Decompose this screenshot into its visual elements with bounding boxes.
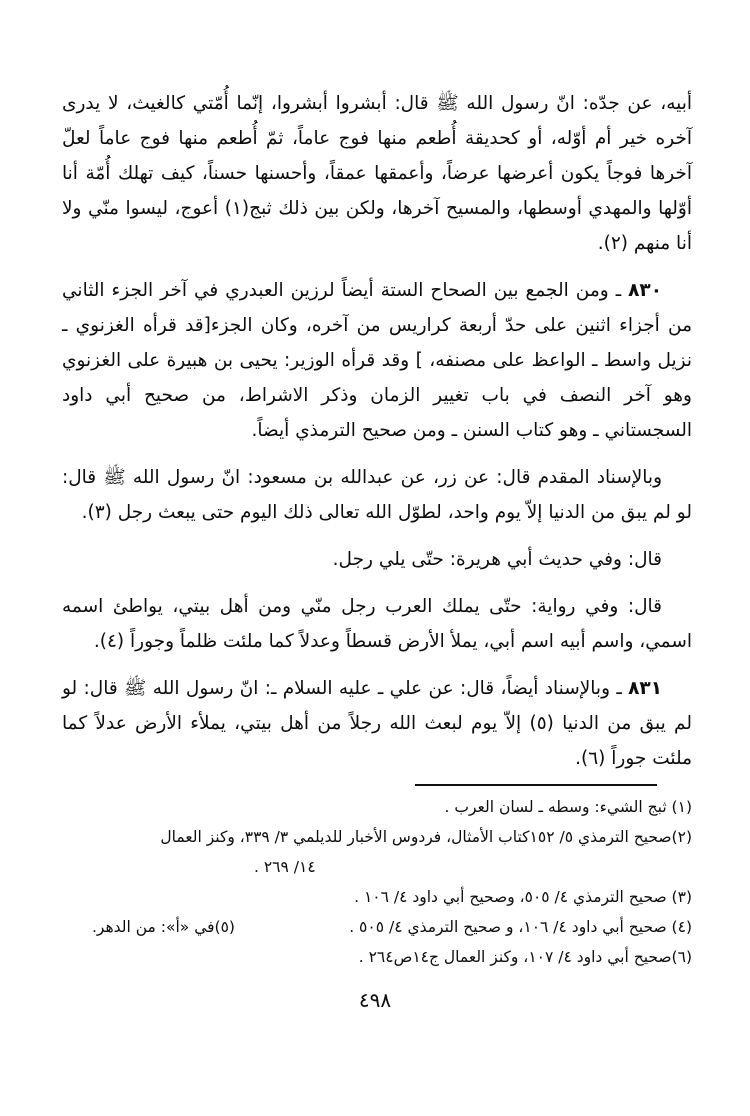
paragraph xyxy=(62,542,692,577)
paragraph xyxy=(62,273,692,448)
footnote-2: (٢)صحيح الترمذي ٥/ ١٥٢كتاب الأمثال، فردوس الأخبار للديلمي ٣/ ٣٣٩، وكنز العمال xyxy=(160,828,692,846)
body-text xyxy=(62,86,692,788)
footnote-1: (١) ثبج الشيء: وسطه ـ لسان العرب . xyxy=(444,798,692,816)
paragraph-text: ـ وبالإسناد أيضاً، قال: عن علي ـ عليه السلام ـ: انّ رسول الله ﷺ قال: لو لم يبق من الدنيا (٥) إلاّ يوم لبعث الله رجلاً من أهل بيتي، يملأء الأرض عدلاً كما ملئت جوراً (٦). xyxy=(62,678,692,769)
paragraph xyxy=(62,671,692,776)
footnote-separator xyxy=(415,784,657,786)
footnote-3: (٣) صحيح الترمذي ٤/ ٥٠٥، وصحيح أبي داود ٤/ ١٠٦ . xyxy=(354,888,692,906)
footnote-6: (٦)صحيح أبي داود ٤/ ١٠٧، وكنز العمال ج١٤ص٢٦٤ . xyxy=(358,948,692,966)
footnote-4: (٤) صحيح أبي داود ٤/ ١٠٦، و صحيح الترمذي ٤/ ٥٠٥ . xyxy=(349,918,692,936)
paragraph-text: قال: وفي رواية: حتّى يملك العرب رجل منّي ومن أهل بيتي، يواطئ اسمه اسمي، واسم أبيه اسم أبي، يملأ الأرض قسطاً وعدلاً كما ملئت ظلماً وجوراً (٤). xyxy=(62,596,692,652)
paragraph-text: أبيه، عن جدّه: انّ رسول الله ﷺ قال: أبشروا أبشروا، إنّما أُمّتي كالغيث، لا يدرى آخره خير أم أوّله، أو كحديقة أُطعم منها فوج عاماً، ثمّ أُطعم منها فوج عاماً لعلّ آخرها فوجاً يكون أعرضها عرضاً، وأعمقها عمقاً، وأحسنها حسناً، كيف تهلك أُمّة أنا أوّلها والمهدي أوسطها، والمسيح آخرها، ولكن بين ذلك ثبج(١) أعوج، ليسوا منّي ولا أنا منهم (٢). xyxy=(62,93,692,254)
paragraph xyxy=(62,86,692,261)
paragraph-text: وبالإسناد المقدم قال: عن زر، عن عبدالله بن مسعود: انّ رسول الله ﷺ قال: لو لم يبق من الدنيا إلاّ يوم واحد، لطوّل الله تعالى ذلك اليوم حتى يبعث رجل (٣). xyxy=(62,467,692,523)
page-number: ٤٩٨ xyxy=(358,988,392,1012)
footnote-row-4-5 xyxy=(62,912,692,942)
footnote-2-continuation: ١٤/ ٢٦٩ . xyxy=(254,858,316,876)
hadith-number: ٨٣٠ xyxy=(628,280,662,301)
hadith-number: ٨٣١ xyxy=(628,678,662,699)
paragraph xyxy=(62,460,692,530)
paragraph-text: ـ ومن الجمع بين الصحاح الستة أيضاً لرزين العبدري في آخر الجزء الثاني من أجزاء اثنين على حدّ أربعة كراريس من آخره، وكان الجزء[قد قرأه الغزنوي ـ نزيل واسط ـ الواعظ على مصنفه، ] وقد قرأه الوزير: يحيى بن هبيرة على الغزنوي وهو آخر النصف في باب تغيير الزمان وذكر الاشراط، من صحيح أبي داود السجستاني ـ وهو كتاب السنن ـ ومن صحيح الترمذي أيضاً. xyxy=(62,280,692,441)
footnotes-section xyxy=(62,792,692,972)
footnote-5: (٥)في «أ»: من الدهر. xyxy=(92,918,235,936)
paragraph xyxy=(62,589,692,659)
paragraph-text: قال: وفي حديث أبي هريرة: حتّى يلي رجل. xyxy=(332,549,662,570)
